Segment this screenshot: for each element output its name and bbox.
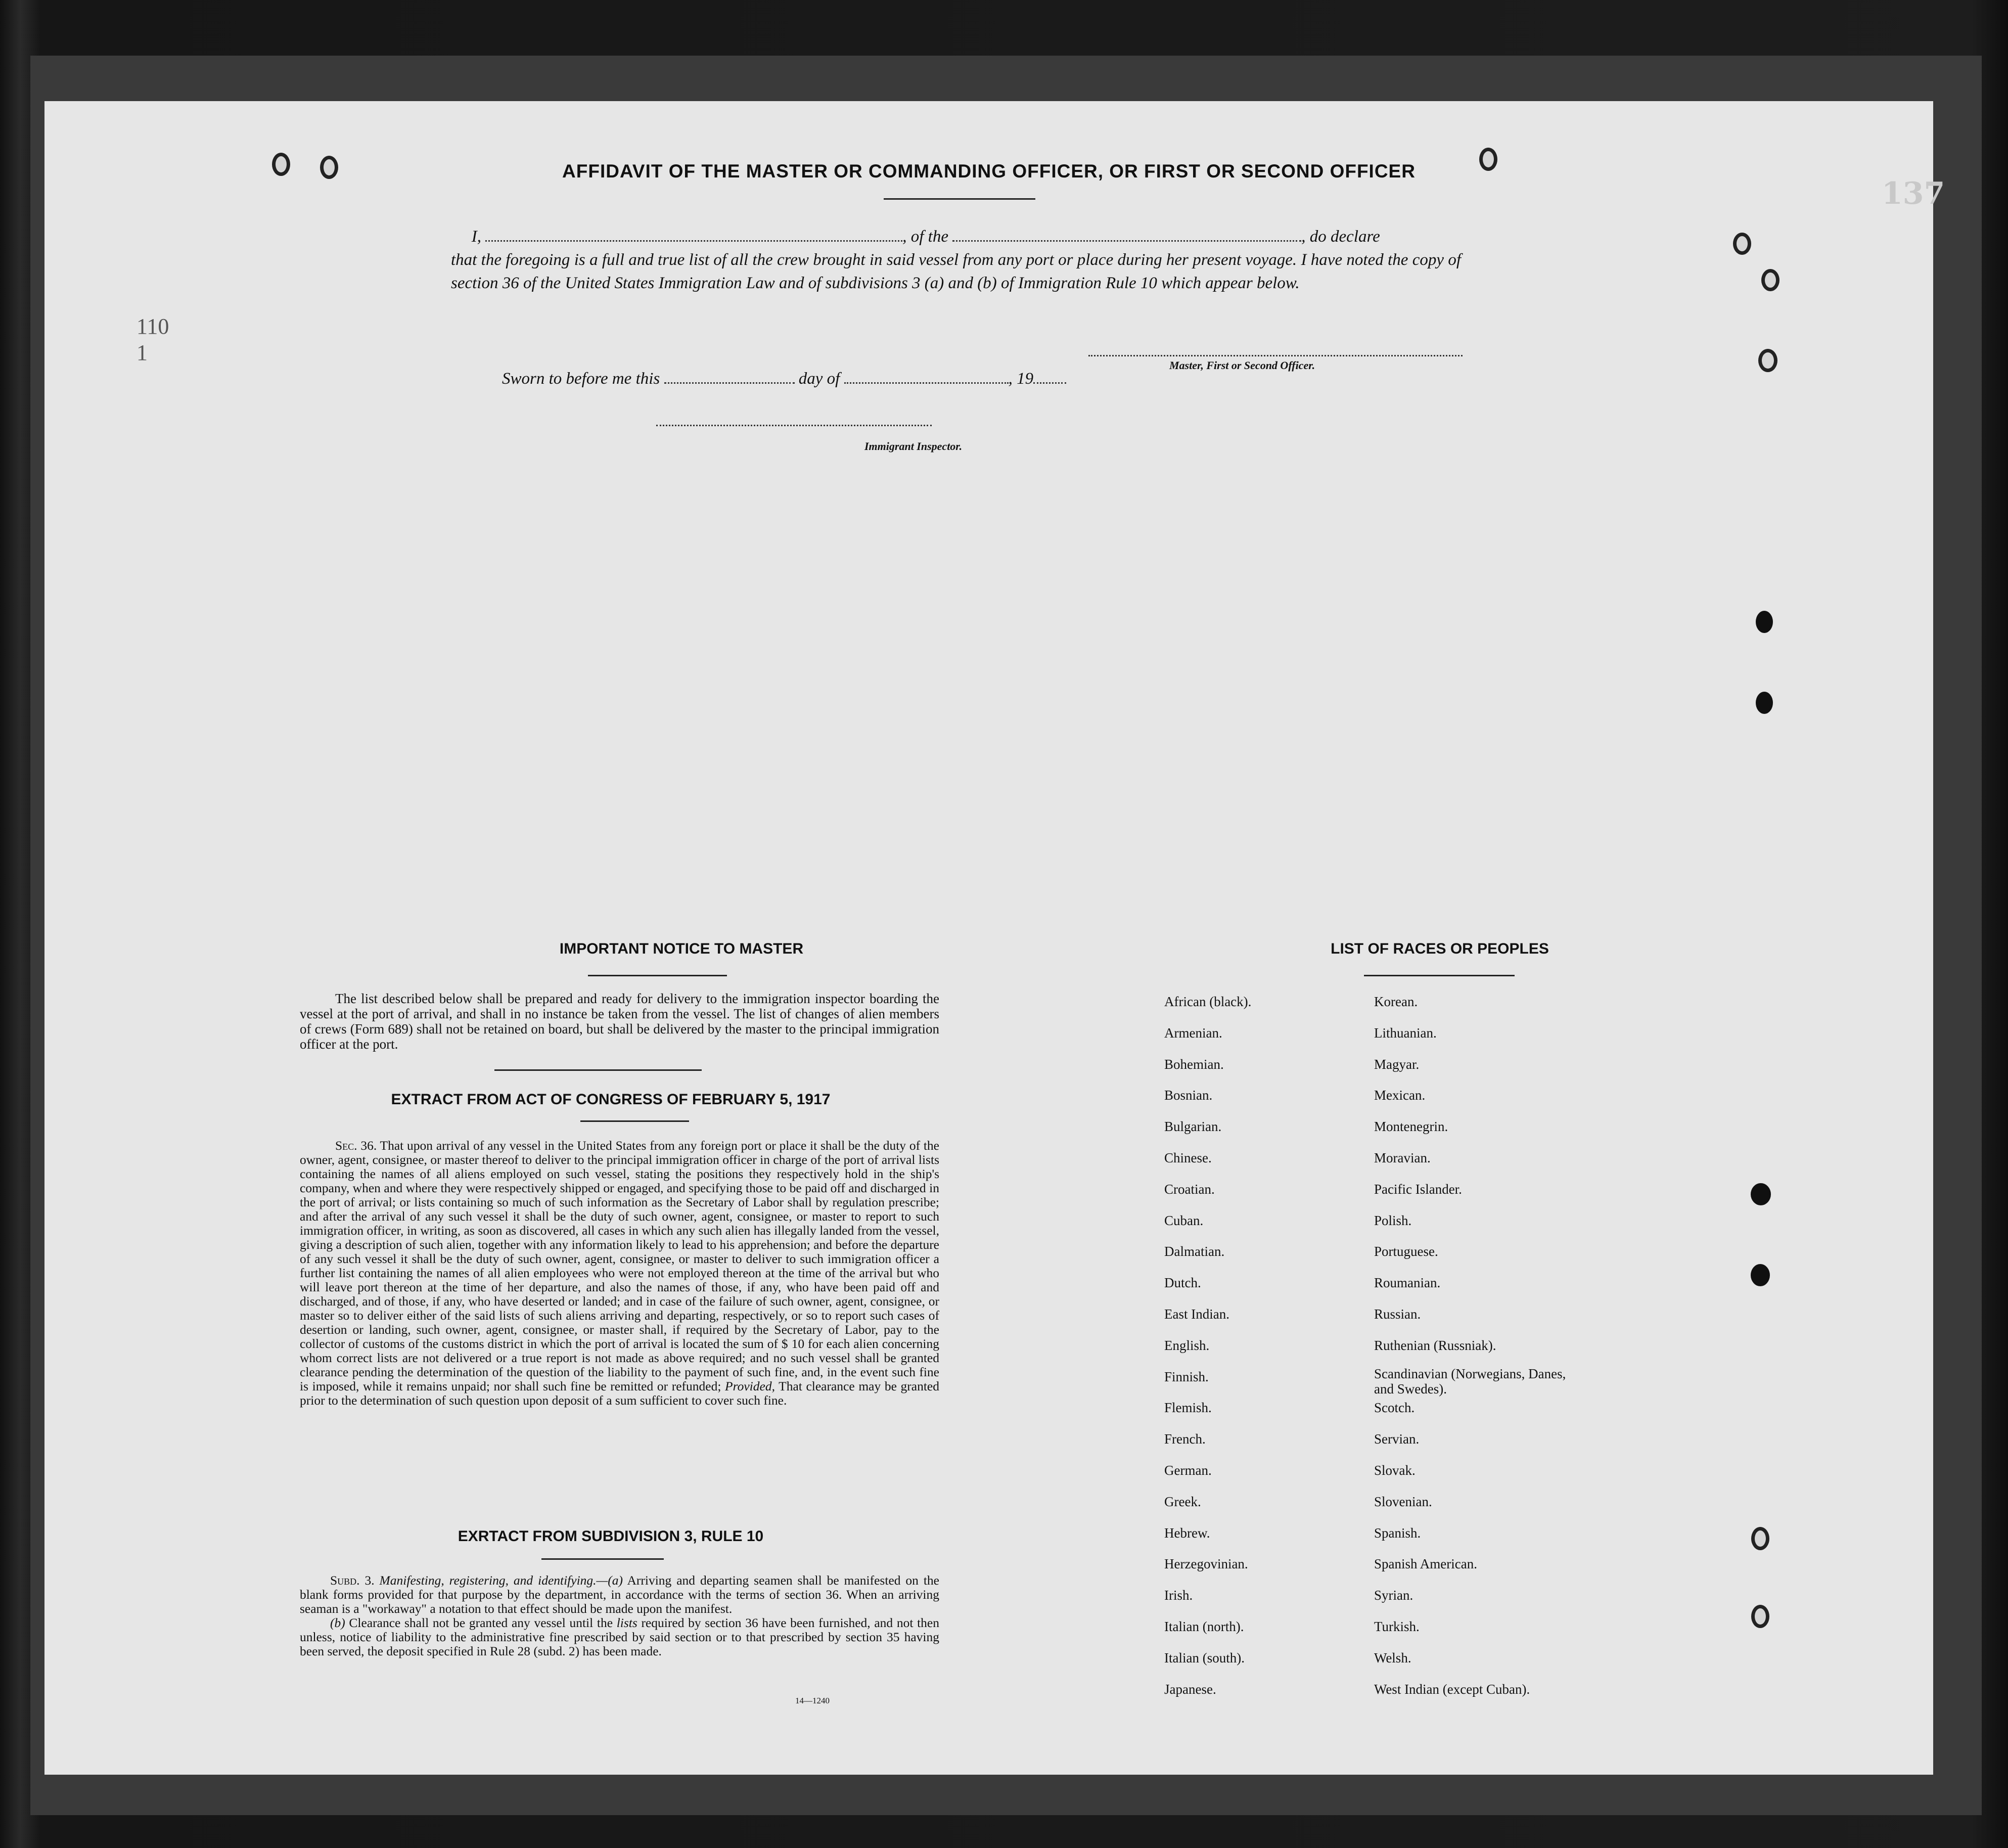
race-item: Moravian.: [1374, 1150, 1431, 1165]
races-title-rule: [1364, 975, 1515, 976]
races-left-column: [1164, 994, 1251, 1712]
races-right-column: [1374, 994, 1566, 1712]
section-divider: [494, 1069, 702, 1071]
race-item: German.: [1164, 1462, 1212, 1478]
race-item: Italian (south).: [1164, 1650, 1245, 1665]
sworn-prefix-label: Sworn to before me this: [502, 370, 660, 388]
affidavit-body: [451, 225, 1461, 295]
lists-word: lists: [616, 1615, 637, 1630]
affidavit-statement: that the foregoing is a full and true list of all the crew brought in said vessel from any port or place during her present voyage. I have noted the copy of section 36 of the United States Immigration Law and of subdivisions 3 (a) and (b) of Immigration Rule 10 which appear below.: [451, 251, 1461, 292]
race-item: Bulgarian.: [1164, 1119, 1222, 1135]
rule-extract-title-rule: [541, 1558, 664, 1560]
paragraph-a-text: Arriving and departing seamen shall be manifested on the blank forms provided for that purpose by the department, in accordance with the terms of section 36. When an arriving seaman is a "workaway" a notation to that effect should be made upon the manifest.: [300, 1573, 940, 1616]
race-item: Hebrew.: [1164, 1525, 1210, 1541]
race-item: Polish.: [1374, 1212, 1412, 1228]
race-item: Roumanian.: [1374, 1275, 1441, 1291]
race-item: Italian (north).: [1164, 1618, 1244, 1634]
sworn-year-field[interactable]: [1033, 369, 1066, 384]
provided-label: Provided,: [725, 1379, 775, 1393]
edge-mark: 1: [136, 340, 148, 365]
notice-title: IMPORTANT NOTICE TO MASTER: [559, 940, 804, 957]
race-item: Bosnian.: [1164, 1088, 1213, 1103]
officer-name-field[interactable]: [485, 227, 902, 242]
edge-marks: [136, 313, 169, 366]
race-item: Servian.: [1374, 1431, 1420, 1447]
punch-hole-icon: [1751, 1605, 1769, 1628]
race-item: Korean.: [1374, 994, 1418, 1009]
sworn-month-field[interactable]: [844, 369, 1009, 384]
races-title: LIST OF RACES OR PEOPLES: [1331, 940, 1549, 957]
edge-mark: 110: [136, 314, 169, 339]
sec-label: Sec.: [335, 1138, 357, 1153]
race-item: Chinese.: [1164, 1150, 1212, 1165]
paragraph-b-label: (b): [330, 1615, 345, 1630]
rule-extract-body: [300, 1573, 939, 1658]
race-item: Irish.: [1164, 1588, 1193, 1603]
master-signature-caption: Master, First or Second Officer.: [1169, 359, 1315, 372]
inspector-signature-caption: Immigrant Inspector.: [864, 440, 963, 453]
paragraph-a-heading: Manifesting, registering, and identifying.—(a): [379, 1573, 623, 1588]
act-extract-body: [300, 1139, 939, 1408]
subd-label: Subd.: [330, 1573, 360, 1588]
race-item: Montenegrin.: [1374, 1119, 1448, 1135]
race-item: Russian.: [1374, 1306, 1421, 1322]
race-item: West Indian (except Cuban).: [1374, 1681, 1530, 1697]
affidavit-i-label: I,: [471, 228, 481, 246]
punch-hole-icon: [1756, 692, 1773, 714]
rule-paragraph-a: [300, 1573, 939, 1616]
do-declare-label: , do declare: [1301, 228, 1380, 246]
race-item: African (black).: [1164, 994, 1252, 1009]
race-item: Turkish.: [1374, 1618, 1420, 1634]
race-item: Herzegovinian.: [1164, 1556, 1248, 1572]
punch-hole-icon: [1751, 1264, 1770, 1286]
vessel-name-field[interactable]: [952, 227, 1301, 242]
race-item: Cuban.: [1164, 1212, 1204, 1228]
race-item: Syrian.: [1374, 1588, 1413, 1603]
affidavit-declaration-line: [451, 225, 1461, 248]
punch-hole-icon: [1756, 611, 1773, 633]
race-item: Lithuanian.: [1374, 1025, 1437, 1041]
race-item: East Indian.: [1164, 1306, 1229, 1322]
rule-paragraph-b: [300, 1616, 939, 1658]
act-extract-title: EXTRACT FROM ACT OF CONGRESS OF FEBRUARY 5, 1917: [391, 1091, 831, 1108]
race-item: Spanish.: [1374, 1525, 1421, 1541]
sworn-line: [502, 369, 1066, 388]
act-text-start: 36. That upon arrival of any vessel in the United States from any foreign port or place it shall be the duty of the owner, agent, consignee, or master thereof to deliver to the principal immigration officer in charge of the port of arrival lists containing the names of all aliens employed on such vessel, stating the positions they respectively hold in the ship's company, when and where they were respectively shipped or engaged, and specifying those to be paid off and discharged in the port of arrival; or lists containing so much of such information as the Secretary of Labor shall by regulation prescribe; and after the arrival of any such vessel it shall be the duty of such owner, agent, consignee, or master to report to such immigration officer, in writing, as soon as discovered, all cases in which any such alien has illegally landed from the vessel, giving a description of such alien, together with any information likely to lead to his apprehension; and before the departure of any such vessel it shall be the duty of such owner, agent, consignee, or master to deliver to such immigration officer a further list containing the names of all alien employees who were not employed thereon at the time of the arrival but who will leave port thereon at the time of her departure, and also the names of those, if any, who have been paid off and discharged, and of those, if any, who have deserted or landed; and in case of the failure of such owner, agent, consignee, or master so to deliver either of the said lists of such aliens arriving and departing, respectively, or so to report such cases of desertion or landing, such owner, agent, consignee, or master shall, if required by the Secretary of Labor, pay to the collector of customs of the customs district in which the port of arrival is located the sum of $ 10 for each alien concerning whom correct lists are not delivered or a true report is not made as above required; and no such vessel shall be granted clearance pending the determination of the question of the liability to the payment of such fine, and, in the event such fine is imposed, while it remains unpaid; nor shall such fine be remitted or refunded;: [300, 1138, 939, 1393]
race-item: Welsh.: [1374, 1650, 1411, 1665]
race-item: Scotch.: [1374, 1400, 1415, 1416]
race-item: Spanish American.: [1374, 1556, 1477, 1572]
act-text-end: That clearance may be granted prior to the determination of such question upon deposit of a sum sufficient to cover such fine.: [300, 1379, 939, 1408]
form-page: [44, 101, 1933, 1775]
race-item: Bohemian.: [1164, 1056, 1224, 1072]
race-item: Magyar.: [1374, 1056, 1420, 1072]
punch-hole-icon: [1751, 1183, 1771, 1205]
rule-extract-title: EXRTACT FROM SUBDIVISION 3, RULE 10: [458, 1528, 764, 1545]
master-signature-line[interactable]: [1088, 355, 1463, 356]
race-item: English.: [1164, 1337, 1210, 1353]
race-item: Slovenian.: [1374, 1494, 1432, 1509]
race-item: Dalmatian.: [1164, 1244, 1225, 1259]
race-item: Mexican.: [1374, 1088, 1426, 1103]
form-number: 14—1240: [795, 1696, 830, 1705]
sheet-number: 137: [1882, 176, 1945, 211]
paragraph-b-text-2: required by section 36 have been furnished, and not then unless, notice of liability to the administrative fine prescribed by said section or to that prescribed by section 35 having been served, the deposit specified in Rule 28 (subd. 2) has been made.: [300, 1615, 940, 1658]
year-prefix-label: , 19: [1008, 370, 1034, 388]
affidavit-title-rule: [884, 198, 1035, 200]
race-item: Scandinavian (Norwegians, Danes, and Swedes).: [1374, 1366, 1566, 1396]
punch-hole-icon: [1751, 1527, 1769, 1550]
race-item: Pacific Islander.: [1374, 1181, 1462, 1197]
affidavit-title: AFFIDAVIT OF THE MASTER OR COMMANDING OFFICER, OR FIRST OR SECOND OFFICER: [562, 161, 1416, 182]
race-item: Slovak.: [1374, 1462, 1416, 1478]
race-item: French.: [1164, 1431, 1206, 1447]
punch-hole-icon: [1761, 269, 1779, 291]
sworn-day-field[interactable]: [664, 369, 795, 384]
subd-number: 3.: [359, 1573, 380, 1588]
race-item: Armenian.: [1164, 1025, 1222, 1041]
race-item: Portuguese.: [1374, 1244, 1438, 1259]
race-item: Flemish.: [1164, 1400, 1212, 1416]
day-of-label: day of: [798, 370, 840, 388]
of-the-label: , of the: [902, 228, 948, 246]
punch-hole-icon: [1758, 349, 1777, 372]
punch-hole-icon: [1733, 233, 1751, 255]
act-extract-title-rule: [580, 1120, 689, 1122]
race-item: Finnish.: [1164, 1369, 1209, 1384]
race-item: Greek.: [1164, 1494, 1201, 1509]
race-item: Dutch.: [1164, 1275, 1201, 1291]
paragraph-b-text-1: Clearance shall not be granted any vessel until the: [345, 1615, 617, 1630]
notice-title-rule: [588, 975, 727, 976]
race-item: Croatian.: [1164, 1181, 1215, 1197]
race-item: Ruthenian (Russniak).: [1374, 1337, 1496, 1353]
race-item: Japanese.: [1164, 1681, 1216, 1697]
inspector-signature-line[interactable]: [656, 425, 932, 426]
notice-body: The list described below shall be prepared and ready for delivery to the immigration inspector boarding the vessel at the port of arrival, and shall in no instance be taken from the vessel. The list of changes of alien members of crews (Form 689) shall not be retained on board, but shall be delivered by the master to the principal immigration officer at the port.: [300, 991, 939, 1052]
